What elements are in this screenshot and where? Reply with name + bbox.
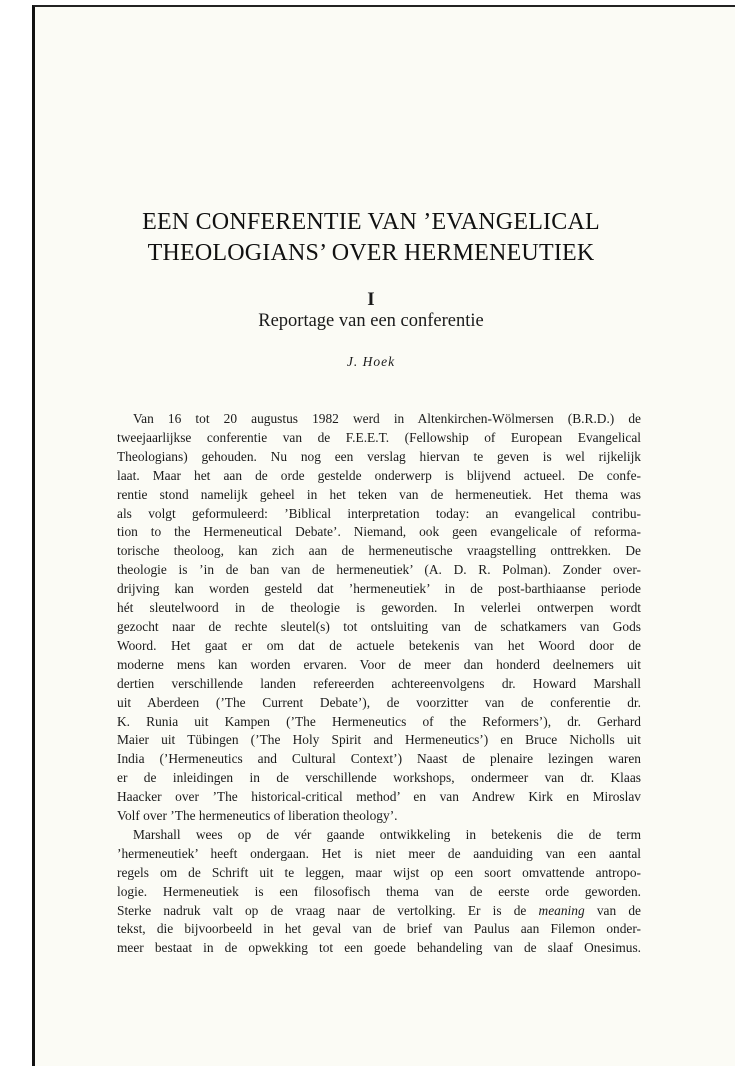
- text-line-with-italic: [117, 902, 641, 921]
- text-line: moderne mens kan worden ervaren. Voor de meer dan honderd deelnemers uit: [117, 656, 641, 672]
- paragraph-1: [117, 410, 641, 826]
- text-line: Woord. Het gaat er om dat de actuele betekenis van het Woord door de: [117, 637, 641, 653]
- text-line: uit Aberdeen (’The Current Debate’), de voorzitter van de conferentie dr.: [117, 694, 641, 710]
- italic-term: meaning: [538, 902, 585, 918]
- author-name: J. Hoek: [346, 354, 396, 369]
- text-line: er de inleidingen in de verschillende workshops, ondermeer van dr. Klaas: [117, 770, 641, 786]
- text-line: gezocht naar de rechte sleutel(s) tot ontsluiting van de schatkamers van Gods: [117, 618, 641, 634]
- text-line: dertien verschillende landen refereerden achtereenvolgens dr. Howard Marshall: [117, 675, 641, 691]
- title-line-1: EEN CONFERENTIE VAN ’EVANGELICAL: [142, 209, 600, 235]
- text-line: tion to the Hermeneutical Debate’. Niemand, ook geen evangelicale of reforma-: [117, 524, 641, 540]
- text-line: Theologians) gehouden. Nu nog een verslag hiervan te geven is wel rijkelijk: [117, 448, 641, 464]
- text-line: logie. Hermeneutiek is een filosofisch thema van de eerste orde geworden.: [117, 883, 641, 899]
- text-line: K. Runia uit Kampen (’The Hermeneutics of the Reformers’), dr. Gerhard: [117, 713, 641, 729]
- text-line: Volf over ’The hermeneutics of liberation theology’.: [117, 808, 398, 824]
- text-line: regels om de Schrift uit te leggen, maar wijst op een soort omvattende antropo-: [117, 864, 641, 880]
- text-line: Haacker over ’The historical-critical method’ en van Andrew Kirk en Miroslav: [117, 789, 641, 805]
- text-line: ’hermeneutiek’ heeft ondergaan. Het is niet meer de aanduiding van een aantal: [117, 845, 641, 861]
- book-page: [32, 5, 735, 1066]
- article-subtitle: Reportage van een conferentie: [258, 311, 484, 331]
- text-line: Marshall wees op de vér gaande ontwikkeling in betekenis die de term: [133, 826, 641, 842]
- text-line: rentie stond namelijk geheel in het teken van de hermeneutiek. Het thema was: [117, 486, 641, 502]
- text-line: Van 16 tot 20 augustus 1982 werd in Altenkirchen-Wölmersen (B.R.D.) de: [133, 411, 641, 426]
- text-line: als volgt geformuleerd: ’Biblical interpretation today: an evangelical contribu-: [117, 505, 641, 521]
- paragraph-2: [117, 826, 641, 958]
- line-start: Sterke nadruk valt op de vraag naar de vertolking. Er is de: [117, 902, 527, 918]
- title-line-2: THEOLOGIANS’ OVER HERMENEUTIEK: [147, 240, 595, 266]
- text-line: tekst, die bijvoorbeeld in het geval van de brief van Paulus aan Filemon onder-: [117, 921, 641, 937]
- text-line: meer bestaat in de opwekking tot een goede behandeling van de slaaf Onesimus.: [117, 940, 641, 956]
- text-line: torische theoloog, kan zich aan de hermeneutische vraagstelling onttrekken. De: [117, 543, 641, 559]
- text-line: hét sleutelwoord in de theologie is geworden. In velerlei ontwerpen wordt: [117, 600, 641, 616]
- article-title: [35, 207, 707, 269]
- article-body: [117, 410, 641, 958]
- line-end: van de: [584, 902, 641, 918]
- text-line: drijving kan worden gesteld dat ’hermeneutiek’ in de post-barthiaanse periode: [117, 581, 641, 597]
- text-line: theologie is ’in de ban van de hermeneutiek’ (A. D. R. Polman). Zonder over-: [117, 562, 641, 578]
- section-numeral: I: [367, 289, 375, 310]
- text-line: tweejaarlijkse conferentie van de F.E.E.T. (Fellowship of European Evangelical: [117, 429, 641, 445]
- text-line: laat. Maar het aan de orde gestelde onderwerp is blijvend actueel. De confe-: [117, 467, 641, 483]
- text-line: India (’Hermeneutics and Cultural Context’) Naast de plenaire lezingen waren: [117, 751, 641, 767]
- text-line: Maier uit Tübingen (’The Holy Spirit and Hermeneutics’) en Bruce Nicholls uit: [117, 732, 641, 748]
